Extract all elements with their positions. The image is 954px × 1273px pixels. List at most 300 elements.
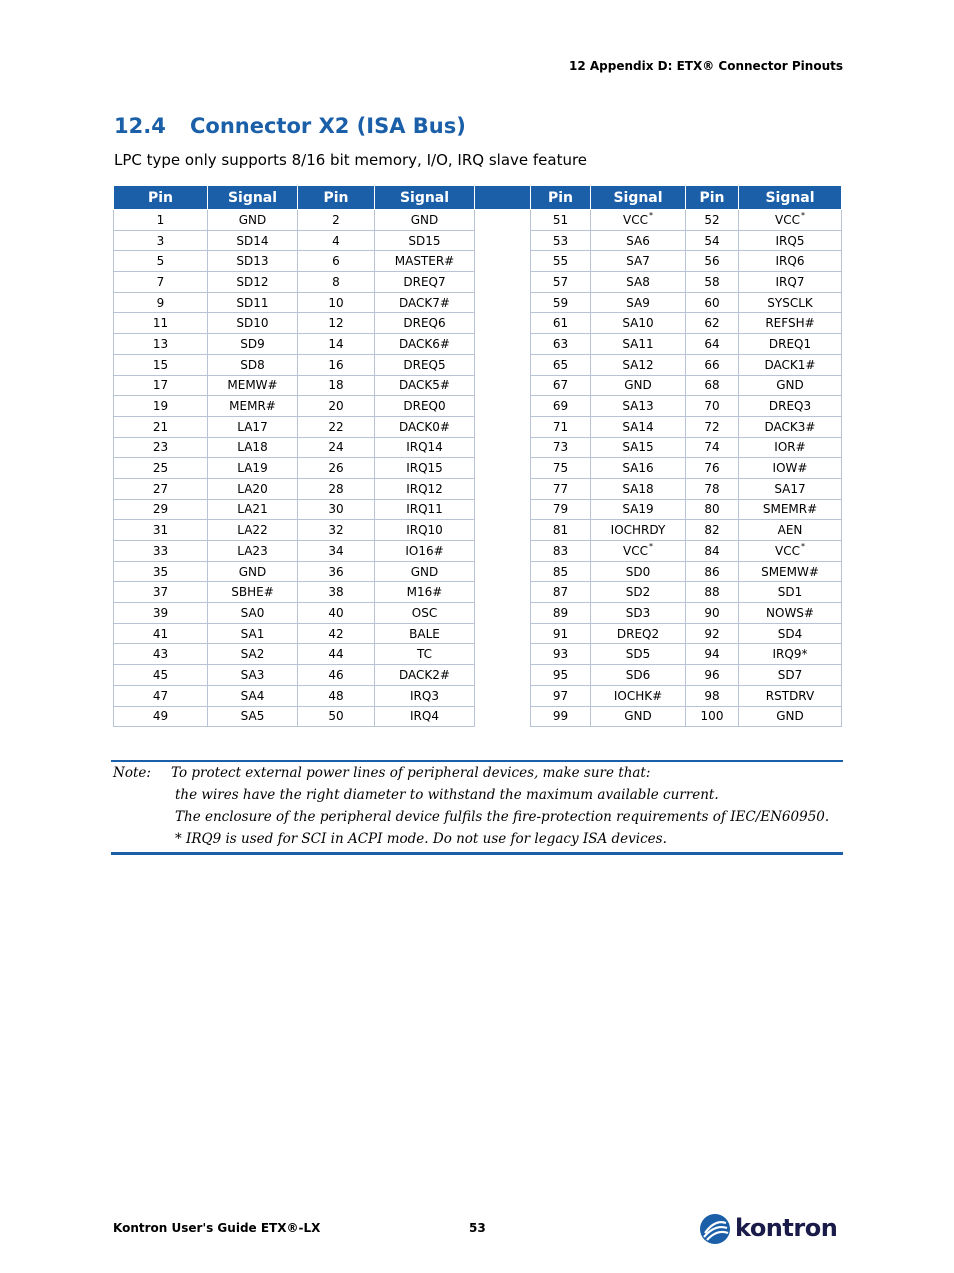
pin-cell xyxy=(298,665,375,686)
pin-number: 91 xyxy=(552,626,569,641)
signal-cell xyxy=(375,582,475,603)
pin-number: 74 xyxy=(704,440,720,455)
pin-number: 87 xyxy=(552,585,569,600)
pin-number: 76 xyxy=(704,461,720,476)
spacer-cell xyxy=(475,644,531,665)
pin-cell xyxy=(686,582,739,603)
pin-cell xyxy=(298,334,375,355)
table-row xyxy=(114,623,842,644)
pin-cell xyxy=(686,396,739,417)
signal-cell xyxy=(375,416,475,437)
signal-cell xyxy=(591,603,686,624)
pin-cell xyxy=(298,375,375,396)
signal-cell xyxy=(739,623,842,644)
signal-name: DREQ6 xyxy=(403,316,446,331)
table-body xyxy=(114,210,842,727)
signal-cell xyxy=(375,334,475,355)
signal-name: DREQ1 xyxy=(768,336,812,351)
pin-cell xyxy=(114,272,208,293)
signal-cell xyxy=(375,354,475,375)
signal-cell xyxy=(375,478,475,499)
header-signal: Signal xyxy=(591,186,686,210)
pin-number: 25 xyxy=(152,461,169,476)
signal-cell xyxy=(208,644,298,665)
table-row xyxy=(114,437,842,458)
signal-name: SA18 xyxy=(622,481,654,496)
pin-cell xyxy=(114,375,208,396)
signal-name: VCC xyxy=(623,543,648,558)
spacer-cell xyxy=(475,520,531,541)
pin-cell xyxy=(531,251,591,272)
table-row xyxy=(114,416,842,437)
pin-number: 5 xyxy=(156,254,165,269)
running-header: 12 Appendix D: ETX® Connector Pinouts xyxy=(569,59,843,73)
pin-number: 41 xyxy=(152,626,169,641)
signal-name: SD12 xyxy=(236,274,269,289)
pin-number: 65 xyxy=(552,357,569,372)
pin-cell xyxy=(686,561,739,582)
signal-name: SA7 xyxy=(626,254,650,269)
signal-name: SYSCLK xyxy=(767,295,813,310)
signal-cell xyxy=(591,582,686,603)
pinout-table xyxy=(113,185,842,727)
pin-cell xyxy=(686,644,739,665)
pin-cell xyxy=(686,541,739,562)
pin-number: 37 xyxy=(152,585,169,600)
pin-number: 23 xyxy=(152,440,169,455)
signal-cell xyxy=(208,706,298,727)
signal-cell xyxy=(375,230,475,251)
signal-cell xyxy=(591,313,686,334)
pin-cell xyxy=(686,313,739,334)
signal-name: REFSH# xyxy=(765,316,815,331)
signal-cell xyxy=(591,685,686,706)
signal-name: IRQ12 xyxy=(406,481,443,496)
signal-cell xyxy=(591,292,686,313)
pin-number: 56 xyxy=(704,254,720,269)
signal-cell xyxy=(375,292,475,313)
pin-cell xyxy=(531,478,591,499)
pin-cell xyxy=(298,458,375,479)
page-number: 53 xyxy=(469,1221,486,1235)
note-line: * IRQ9 is used for SCI in ACPI mode. Do not use for legacy ISA devices. xyxy=(175,831,667,847)
pin-number: 59 xyxy=(552,295,569,310)
signal-name: GND xyxy=(776,378,804,393)
table-row xyxy=(114,251,842,272)
signal-cell xyxy=(375,561,475,582)
pin-cell xyxy=(114,541,208,562)
signal-cell xyxy=(591,416,686,437)
pin-number: 79 xyxy=(552,502,569,517)
pin-cell xyxy=(686,603,739,624)
pin-number: 7 xyxy=(156,274,165,289)
signal-name: VCC xyxy=(775,543,800,558)
signal-cell xyxy=(208,520,298,541)
table-header-row xyxy=(114,186,842,210)
header-spacer xyxy=(475,186,531,210)
pin-number: 36 xyxy=(328,564,344,579)
signal-name: SD10 xyxy=(236,316,269,331)
signal-cell xyxy=(739,603,842,624)
header-pin: Pin xyxy=(686,186,739,210)
pin-number: 62 xyxy=(704,316,720,331)
pin-number: 57 xyxy=(552,274,569,289)
pin-cell xyxy=(298,437,375,458)
pin-cell xyxy=(298,230,375,251)
spacer-cell xyxy=(475,458,531,479)
signal-cell xyxy=(739,251,842,272)
signal-name: IOR# xyxy=(774,440,806,455)
pin-cell xyxy=(298,210,375,231)
pin-cell xyxy=(686,292,739,313)
signal-name: SBHE# xyxy=(231,585,274,600)
pin-cell xyxy=(686,230,739,251)
signal-name: IRQ7 xyxy=(775,274,805,289)
pin-number: 92 xyxy=(704,626,720,641)
table-row xyxy=(114,478,842,499)
pin-number: 3 xyxy=(156,233,165,248)
signal-cell xyxy=(591,375,686,396)
pin-number: 95 xyxy=(552,667,569,682)
footnote-star: * xyxy=(648,541,653,551)
pin-number: 45 xyxy=(152,667,169,682)
table-row xyxy=(114,354,842,375)
pin-number: 33 xyxy=(152,543,169,558)
pin-number: 97 xyxy=(552,688,569,703)
signal-cell xyxy=(739,561,842,582)
signal-name: SMEMW# xyxy=(761,564,819,579)
signal-cell xyxy=(739,416,842,437)
signal-cell xyxy=(591,230,686,251)
signal-name: VCC xyxy=(775,212,800,227)
pin-cell xyxy=(298,623,375,644)
pin-cell xyxy=(686,334,739,355)
signal-cell xyxy=(375,375,475,396)
pin-number: 11 xyxy=(152,316,169,331)
note-label: Note: xyxy=(113,765,151,781)
pin-cell xyxy=(531,396,591,417)
pin-number: 60 xyxy=(704,295,720,310)
spacer-cell xyxy=(475,541,531,562)
signal-cell xyxy=(208,561,298,582)
signal-name: MEMW# xyxy=(227,378,278,393)
pin-cell xyxy=(531,561,591,582)
pin-number: 86 xyxy=(704,564,720,579)
table-row xyxy=(114,644,842,665)
signal-cell xyxy=(739,499,842,520)
pin-cell xyxy=(531,437,591,458)
spacer-cell xyxy=(475,582,531,603)
pin-number: 12 xyxy=(328,316,344,331)
header-signal: Signal xyxy=(208,186,298,210)
pin-cell xyxy=(686,685,739,706)
spacer-cell xyxy=(475,437,531,458)
pin-cell xyxy=(531,541,591,562)
spacer-cell xyxy=(475,354,531,375)
signal-name: LA22 xyxy=(237,523,268,538)
pin-cell xyxy=(686,375,739,396)
pin-cell xyxy=(686,665,739,686)
table-row xyxy=(114,499,842,520)
signal-cell xyxy=(375,396,475,417)
signal-name: SD7 xyxy=(777,667,803,682)
pin-number: 2 xyxy=(332,212,340,227)
signal-cell xyxy=(739,582,842,603)
signal-cell xyxy=(208,292,298,313)
table-row xyxy=(114,561,842,582)
pin-cell xyxy=(531,665,591,686)
pin-cell xyxy=(686,210,739,231)
pin-number: 19 xyxy=(152,399,169,414)
signal-cell xyxy=(739,210,842,231)
pin-number: 88 xyxy=(704,585,720,600)
signal-name: DREQ0 xyxy=(403,399,446,414)
signal-cell xyxy=(739,437,842,458)
signal-cell xyxy=(208,582,298,603)
table-row xyxy=(114,541,842,562)
signal-name: SD15 xyxy=(408,233,441,248)
pin-cell xyxy=(531,706,591,727)
signal-name: IRQ3 xyxy=(410,688,439,703)
signal-name: IOCHRDY xyxy=(610,523,666,538)
signal-name: IOW# xyxy=(772,461,808,476)
pin-number: 67 xyxy=(552,378,569,393)
signal-cell xyxy=(591,437,686,458)
signal-cell xyxy=(739,334,842,355)
signal-name: IO16# xyxy=(405,543,444,558)
pin-number: 21 xyxy=(152,419,169,434)
signal-cell xyxy=(739,478,842,499)
spacer-cell xyxy=(475,272,531,293)
signal-cell xyxy=(208,685,298,706)
pin-number: 77 xyxy=(552,481,569,496)
pin-number: 83 xyxy=(552,543,569,558)
pin-cell xyxy=(298,478,375,499)
pin-cell xyxy=(298,541,375,562)
pin-cell xyxy=(298,416,375,437)
pin-number: 48 xyxy=(328,688,344,703)
signal-name: SA3 xyxy=(240,667,265,682)
pin-cell xyxy=(114,437,208,458)
signal-name: SD5 xyxy=(625,647,651,662)
pin-number: 85 xyxy=(552,564,569,579)
pin-number: 81 xyxy=(552,523,569,538)
table-row xyxy=(114,313,842,334)
pin-number: 10 xyxy=(328,295,344,310)
pin-number: 15 xyxy=(152,357,169,372)
signal-name: IRQ5 xyxy=(775,233,805,248)
pin-cell xyxy=(298,582,375,603)
pin-cell xyxy=(531,230,591,251)
pin-cell xyxy=(531,210,591,231)
pin-number: 51 xyxy=(552,212,569,227)
signal-cell xyxy=(739,230,842,251)
signal-name: GND xyxy=(410,564,439,579)
pin-cell xyxy=(114,603,208,624)
pin-cell xyxy=(531,582,591,603)
signal-name: SD3 xyxy=(625,605,651,620)
signal-cell xyxy=(591,541,686,562)
pin-cell xyxy=(114,230,208,251)
pin-cell xyxy=(531,375,591,396)
signal-name: MEMR# xyxy=(229,399,276,414)
signal-name: IRQ9* xyxy=(772,647,808,662)
section-number: 12.4 xyxy=(114,114,166,138)
signal-name: SD9 xyxy=(240,336,265,351)
footnote-star: * xyxy=(648,210,653,220)
header-signal: Signal xyxy=(375,186,475,210)
pin-cell xyxy=(114,644,208,665)
signal-cell xyxy=(591,334,686,355)
note-line: The enclosure of the peripheral device fulfils the fire-protection requirements of IEC/EN60950. xyxy=(175,809,830,825)
signal-cell xyxy=(375,458,475,479)
pin-number: 68 xyxy=(704,378,720,393)
signal-name: GND xyxy=(410,212,439,227)
spacer-cell xyxy=(475,665,531,686)
signal-cell xyxy=(375,437,475,458)
signal-cell xyxy=(739,706,842,727)
pin-number: 42 xyxy=(328,626,344,641)
pin-cell xyxy=(298,706,375,727)
table-row xyxy=(114,396,842,417)
signal-name: TC xyxy=(416,647,432,662)
spacer-cell xyxy=(475,396,531,417)
signal-name: IRQ10 xyxy=(406,523,443,538)
signal-cell xyxy=(208,437,298,458)
pin-number: 70 xyxy=(704,399,720,414)
pin-number: 78 xyxy=(704,481,720,496)
signal-cell xyxy=(208,354,298,375)
signal-name: SA11 xyxy=(622,336,654,351)
signal-name: SA10 xyxy=(622,316,654,331)
signal-name: SA1 xyxy=(240,626,265,641)
section-heading xyxy=(114,114,466,138)
pin-number: 93 xyxy=(552,647,569,662)
signal-cell xyxy=(208,272,298,293)
signal-cell xyxy=(375,603,475,624)
pin-cell xyxy=(114,623,208,644)
pin-number: 39 xyxy=(152,605,169,620)
pin-cell xyxy=(114,499,208,520)
pin-number: 53 xyxy=(552,233,569,248)
pin-number: 64 xyxy=(704,336,720,351)
pin-cell xyxy=(686,437,739,458)
signal-name: LA21 xyxy=(237,502,268,517)
signal-cell xyxy=(375,251,475,272)
signal-cell xyxy=(208,251,298,272)
signal-name: LA19 xyxy=(237,461,268,476)
signal-name: IRQ11 xyxy=(406,502,443,517)
pin-cell xyxy=(114,210,208,231)
spacer-cell xyxy=(475,706,531,727)
signal-name: IRQ6 xyxy=(775,254,805,269)
pin-cell xyxy=(298,644,375,665)
signal-cell xyxy=(591,210,686,231)
pin-cell xyxy=(114,582,208,603)
signal-name: DREQ5 xyxy=(403,357,446,372)
pin-cell xyxy=(531,603,591,624)
spacer-cell xyxy=(475,499,531,520)
signal-cell xyxy=(591,706,686,727)
pin-cell xyxy=(114,313,208,334)
note-line: To protect external power lines of peripheral devices, make sure that: xyxy=(171,765,651,781)
signal-cell xyxy=(739,354,842,375)
pin-cell xyxy=(114,251,208,272)
signal-name: DACK3# xyxy=(764,419,816,434)
pin-cell xyxy=(531,499,591,520)
signal-cell xyxy=(375,685,475,706)
table-row xyxy=(114,272,842,293)
pin-cell xyxy=(686,354,739,375)
spacer-cell xyxy=(475,230,531,251)
pin-cell xyxy=(114,706,208,727)
signal-cell xyxy=(591,623,686,644)
signal-name: SA4 xyxy=(240,688,265,703)
signal-cell xyxy=(739,396,842,417)
pin-cell xyxy=(298,520,375,541)
pin-cell xyxy=(686,478,739,499)
pin-cell xyxy=(686,520,739,541)
pin-cell xyxy=(531,334,591,355)
pin-number: 94 xyxy=(704,647,720,662)
signal-cell xyxy=(591,354,686,375)
table-row xyxy=(114,230,842,251)
signal-name: SA14 xyxy=(622,419,654,434)
signal-cell xyxy=(739,685,842,706)
signal-name: SA6 xyxy=(626,233,650,248)
signal-cell xyxy=(591,520,686,541)
pin-number: 6 xyxy=(332,254,340,269)
signal-name: LA18 xyxy=(237,440,268,455)
intro-paragraph: LPC type only supports 8/16 bit memory, I/O, IRQ slave feature xyxy=(114,151,588,169)
pin-number: 38 xyxy=(328,585,344,600)
note-box xyxy=(111,760,843,855)
pin-cell xyxy=(298,354,375,375)
signal-name: M16# xyxy=(406,585,443,600)
pin-number: 20 xyxy=(328,399,344,414)
pin-number: 4 xyxy=(332,233,340,248)
pin-number: 89 xyxy=(552,605,569,620)
footnote-star: * xyxy=(800,210,805,220)
pin-cell xyxy=(114,334,208,355)
signal-cell xyxy=(591,458,686,479)
signal-cell xyxy=(591,644,686,665)
signal-cell xyxy=(591,561,686,582)
pin-number: 40 xyxy=(328,605,344,620)
signal-name: MASTER# xyxy=(394,254,455,269)
pin-cell xyxy=(298,313,375,334)
pin-cell xyxy=(114,561,208,582)
signal-name: GND xyxy=(238,212,267,227)
kontron-logo xyxy=(699,1213,843,1245)
pin-cell xyxy=(531,416,591,437)
table-row xyxy=(114,603,842,624)
pin-cell xyxy=(298,499,375,520)
signal-name: SA12 xyxy=(622,357,654,372)
signal-name: OSC xyxy=(411,605,438,620)
pin-number: 73 xyxy=(552,440,569,455)
pin-cell xyxy=(686,499,739,520)
signal-name: SD11 xyxy=(236,295,269,310)
pin-cell xyxy=(114,520,208,541)
signal-cell xyxy=(208,499,298,520)
pin-number: 29 xyxy=(152,502,169,517)
kontron-logo-icon xyxy=(699,1213,731,1245)
signal-name: DACK5# xyxy=(399,378,450,393)
signal-name: LA20 xyxy=(237,481,268,496)
table-row xyxy=(114,520,842,541)
spacer-cell xyxy=(475,478,531,499)
